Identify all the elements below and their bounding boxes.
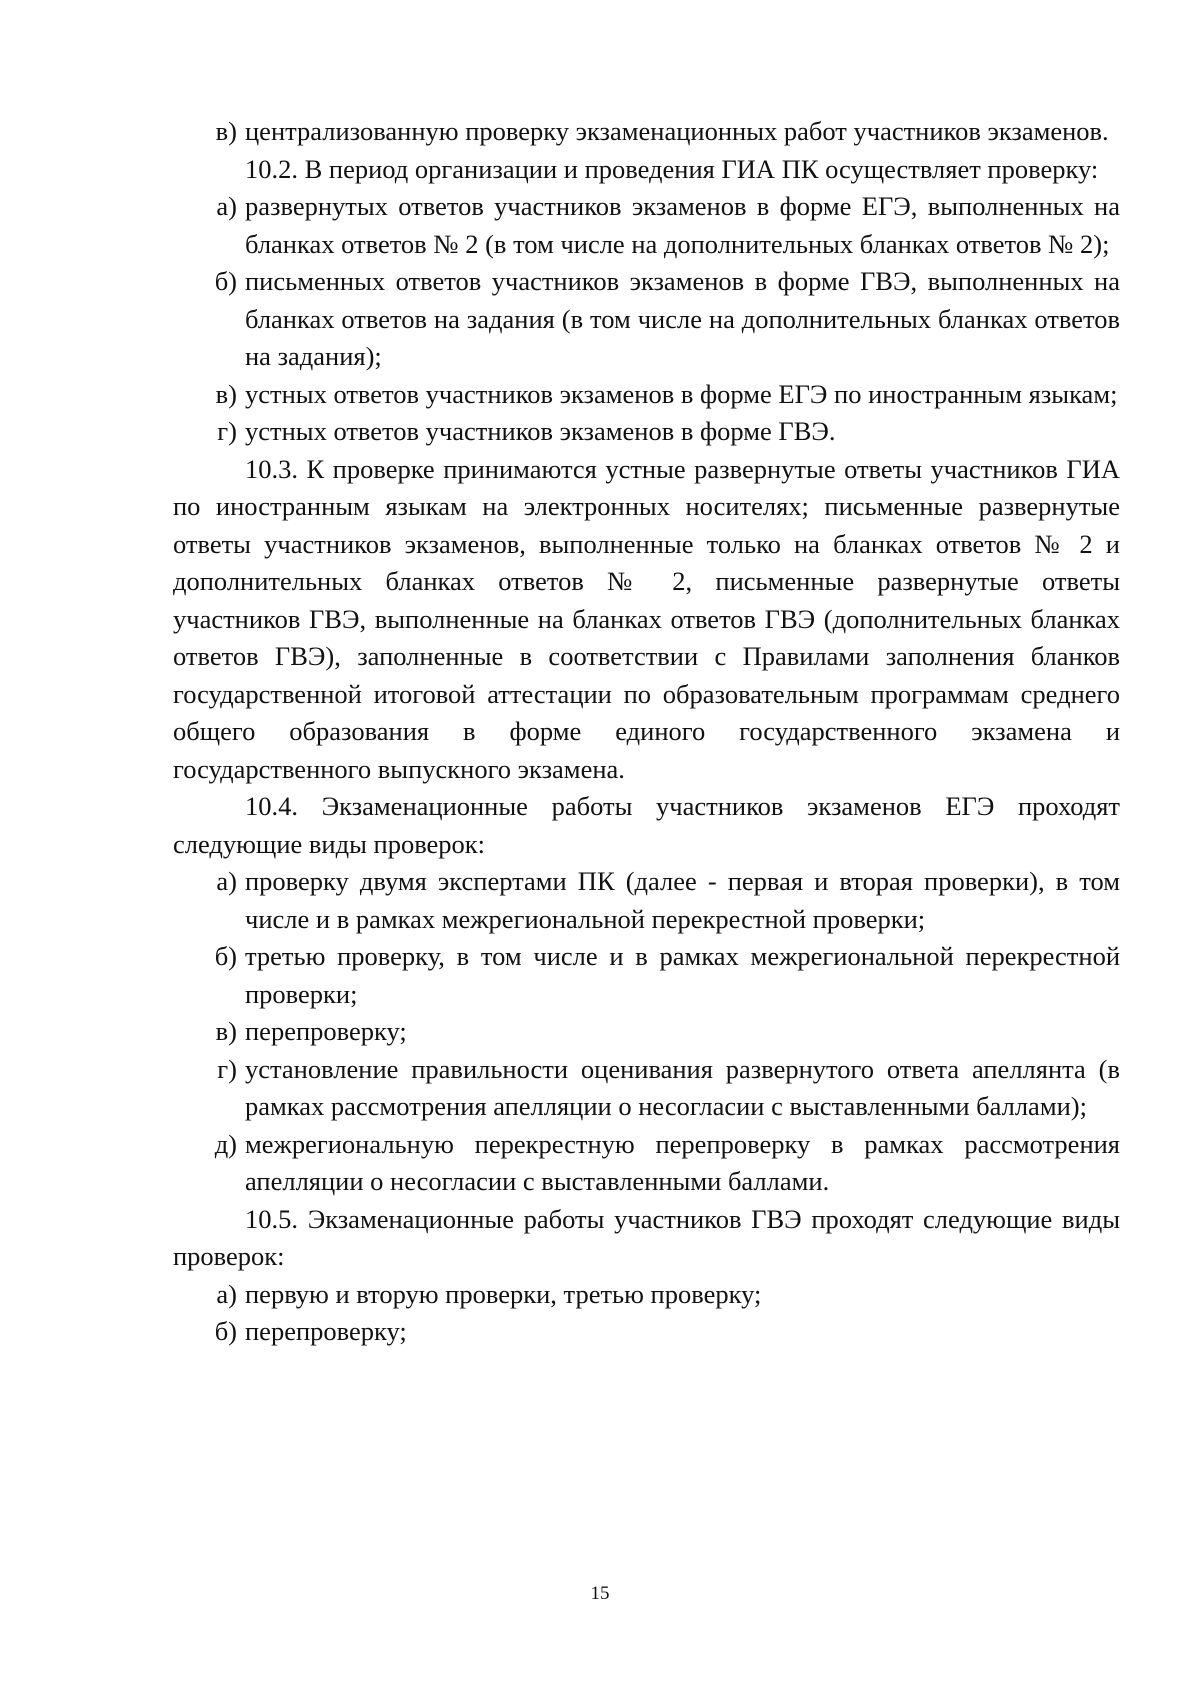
list-item-text: перепроверку; [245, 1316, 407, 1346]
list-marker: б) [214, 941, 237, 971]
list-item [173, 863, 1120, 938]
list-marker: г) [217, 416, 237, 446]
list-item [173, 376, 1120, 414]
list-item [173, 188, 1120, 263]
list-item-text: устных ответов участников экзаменов в форме ГВЭ. [245, 416, 836, 446]
list-marker: а) [216, 866, 237, 896]
list-item [173, 263, 1120, 376]
list-item [173, 1013, 1120, 1051]
list-marker: а) [216, 1278, 237, 1309]
list-marker: б) [214, 1316, 237, 1346]
list-item-text: развернутых ответов участников экзаменов в форме ЕГЭ, выполненных на бланках ответов № 2 (в том числе на дополнительных бланках ответов № 2); [245, 191, 1120, 259]
paragraph-10-4: 10.4. Экзаменационные работы участников экзаменов ЕГЭ проходят следующие виды проверок: [173, 791, 1120, 859]
list-marker: а) [216, 191, 237, 221]
list-marker: д) [214, 1128, 237, 1159]
list-item-text: перепроверку; [245, 1016, 407, 1046]
page-number: 15 [590, 1583, 610, 1604]
list-item [173, 113, 1120, 151]
list-marker: в) [215, 378, 237, 409]
list-item-text: проверку двумя экспертами ПК (далее - первая и вторая проверки), в том числе и в рамках межрегиональной перекрестной проверки; [245, 866, 1120, 934]
list-item [173, 413, 1120, 451]
list-item-text: первую и вторую проверки, третью проверку; [245, 1278, 762, 1309]
list-item [173, 938, 1120, 1013]
list-item-text: межрегиональную перекрестную перепроверку в рамках рассмотрения апелляции о несогласии с выставленными баллами. [245, 1128, 1120, 1196]
paragraph-10-5: 10.5. Экзаменационные работы участников ГВЭ проходят следующие виды проверок: [173, 1203, 1120, 1271]
paragraph-10-2: 10.2. В период организации и проведения ГИА ПК осуществляет проверку: [245, 153, 1099, 184]
list-marker: в) [215, 1016, 237, 1046]
list-item [173, 1051, 1120, 1126]
paragraph-10-3: 10.3. К проверке принимаются устные развернутые ответы участников ГИА по иностранным языкам на электронных носителях; письменные развернутые ответы участников экзаменов, выполненные только на бланках ответов № 2 и дополнительных бланках ответов № 2, письменные развернутые ответы участников ГВЭ, выполненные на бланках ответов ГВЭ (дополнительных бланках ответов ГВЭ), заполненные в соответствии с Правилами заполнения бланков государственной итоговой аттестации по образовательным программам среднего общего образования в форме единого государственного экзамена и государственного выпускного экзамена. [173, 453, 1120, 784]
list-item-text: устных ответов участников экзаменов в форме ЕГЭ по иностранным языкам; [245, 378, 1118, 409]
list-item [173, 1313, 1120, 1351]
list-item [173, 1126, 1120, 1201]
list-marker: в) [215, 116, 237, 146]
list-marker: б) [214, 266, 237, 296]
list-item [173, 1276, 1120, 1314]
page-body [173, 113, 1120, 1351]
list-item-text: третью проверку, в том числе и в рамках межрегиональной перекрестной проверки; [245, 941, 1120, 1009]
list-item-text: установление правильности оценивания развернутого ответа апеллянта (в рамках рассмотрения апелляции о несогласии с выставленными баллами); [245, 1053, 1120, 1121]
list-marker: г) [217, 1053, 237, 1084]
list-item-text: централизованную проверку экзаменационных работ участников экзаменов. [245, 116, 1109, 146]
list-item-text: письменных ответов участников экзаменов в форме ГВЭ, выполненных на бланках ответов на задания (в том числе на дополнительных бланках ответов на задания); [245, 266, 1120, 371]
